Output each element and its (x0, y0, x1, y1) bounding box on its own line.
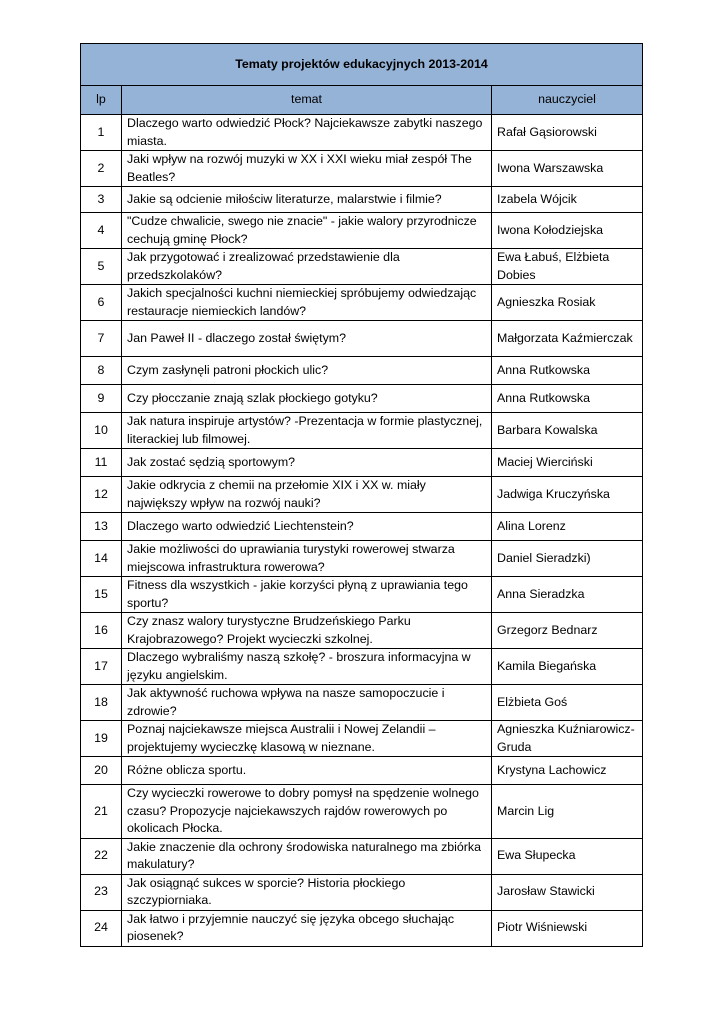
cell-nauczyciel: Marcin Lig (492, 785, 643, 839)
header-nauczyciel: nauczyciel (492, 86, 643, 115)
cell-temat: Jak łatwo i przyjemnie nauczyć się języka obcego słuchając piosenek? (122, 910, 492, 946)
cell-lp: 23 (81, 874, 122, 910)
cell-temat: Jakich specjalności kuchni niemieckiej spróbujemy odwiedzając restauracje niemieckich landów? (122, 285, 492, 321)
projects-table (80, 43, 643, 947)
table-row (81, 357, 643, 385)
table-row (81, 385, 643, 413)
header-lp: lp (81, 86, 122, 115)
cell-lp: 12 (81, 477, 122, 513)
cell-nauczyciel: Alina Lorenz (492, 513, 643, 541)
cell-nauczyciel: Ewa Łabuś, Elżbieta Dobies (492, 249, 643, 285)
cell-temat: Jakie odkrycia z chemii na przełomie XIX i XX w. miały największy wpływ na rozwój nauki? (122, 477, 492, 513)
cell-temat: Dlaczego warto odwiedzić Płock? Najciekawsze zabytki naszego miasta. (122, 115, 492, 151)
cell-lp: 11 (81, 449, 122, 477)
table-row (81, 213, 643, 249)
cell-temat: Jakie są odcienie miłościw literaturze, malarstwie i filmie? (122, 187, 492, 213)
cell-lp: 5 (81, 249, 122, 285)
header-temat: temat (122, 86, 492, 115)
table-row (81, 613, 643, 649)
cell-nauczyciel: Daniel Sieradzki) (492, 541, 643, 577)
cell-temat: Jak zostać sędzią sportowym? (122, 449, 492, 477)
cell-lp: 4 (81, 213, 122, 249)
table-row (81, 187, 643, 213)
table-row (81, 115, 643, 151)
table-row (81, 477, 643, 513)
cell-nauczyciel: Grzegorz Bednarz (492, 613, 643, 649)
cell-lp: 20 (81, 757, 122, 785)
table-row (81, 838, 643, 874)
cell-temat: Jan Paweł II - dlaczego został świętym? (122, 321, 492, 357)
cell-lp: 24 (81, 910, 122, 946)
cell-lp: 14 (81, 541, 122, 577)
cell-temat: Jakie znaczenie dla ochrony środowiska naturalnego ma zbiórka makulatury? (122, 838, 492, 874)
cell-temat: Dlaczego wybraliśmy naszą szkołę? - broszura informacyjna w języku angielskim. (122, 649, 492, 685)
table-row (81, 151, 643, 187)
table-row (81, 321, 643, 357)
cell-nauczyciel: Ewa Słupecka (492, 838, 643, 874)
table-row (81, 249, 643, 285)
cell-lp: 16 (81, 613, 122, 649)
cell-lp: 22 (81, 838, 122, 874)
cell-nauczyciel: Izabela Wójcik (492, 187, 643, 213)
cell-temat: Czy płocczanie znają szlak płockiego gotyku? (122, 385, 492, 413)
cell-lp: 19 (81, 721, 122, 757)
cell-nauczyciel: Małgorzata Kaźmierczak (492, 321, 643, 357)
cell-temat: Jak osiągnąć sukces w sporcie? Historia płockiego szczypiorniaka. (122, 874, 492, 910)
cell-lp: 6 (81, 285, 122, 321)
cell-nauczyciel: Piotr Wiśniewski (492, 910, 643, 946)
cell-nauczyciel: Kamila Biegańska (492, 649, 643, 685)
cell-nauczyciel: Agnieszka Rosiak (492, 285, 643, 321)
cell-temat: Jak natura inspiruje artystów? -Prezentacja w formie plastycznej, literackiej lub filmowej. (122, 413, 492, 449)
cell-nauczyciel: Anna Rutkowska (492, 385, 643, 413)
cell-lp: 21 (81, 785, 122, 839)
cell-nauczyciel: Iwona Warszawska (492, 151, 643, 187)
header-row (81, 86, 643, 115)
table-row (81, 874, 643, 910)
cell-lp: 17 (81, 649, 122, 685)
cell-lp: 15 (81, 577, 122, 613)
table-row (81, 685, 643, 721)
cell-nauczyciel: Krystyna Lachowicz (492, 757, 643, 785)
cell-temat: Jakie możliwości do uprawiania turystyki rowerowej stwarza miejscowa infrastruktura rowerowa? (122, 541, 492, 577)
table-row (81, 513, 643, 541)
cell-temat: Poznaj najciekawsze miejsca Australii i Nowej Zelandii – projektujemy wycieczkę klasową w nieznane. (122, 721, 492, 757)
cell-nauczyciel: Anna Rutkowska (492, 357, 643, 385)
cell-nauczyciel: Anna Sieradzka (492, 577, 643, 613)
cell-temat: Czy znasz walory turystyczne Brudzeńskiego Parku Krajobrazowego? Projekt wycieczki szkolnej. (122, 613, 492, 649)
title-row (81, 44, 643, 86)
cell-temat: Jak przygotować i zrealizować przedstawienie dla przedszkolaków? (122, 249, 492, 285)
table-title: Tematy projektów edukacyjnych 2013-2014 (235, 56, 488, 71)
table-row (81, 541, 643, 577)
table-row (81, 649, 643, 685)
cell-lp: 18 (81, 685, 122, 721)
cell-nauczyciel: Agnieszka Kuźniarowicz-Gruda (492, 721, 643, 757)
cell-nauczyciel: Maciej Wierciński (492, 449, 643, 477)
cell-nauczyciel: Elżbieta Goś (492, 685, 643, 721)
cell-temat: Różne oblicza sportu. (122, 757, 492, 785)
table-row (81, 413, 643, 449)
cell-lp: 3 (81, 187, 122, 213)
table-row (81, 757, 643, 785)
cell-lp: 10 (81, 413, 122, 449)
cell-temat: Fitness dla wszystkich - jakie korzyści płyną z uprawiania tego sportu? (122, 577, 492, 613)
table-row (81, 449, 643, 477)
cell-lp: 2 (81, 151, 122, 187)
cell-nauczyciel: Rafał Gąsiorowski (492, 115, 643, 151)
cell-lp: 8 (81, 357, 122, 385)
table-row (81, 577, 643, 613)
cell-nauczyciel: Barbara Kowalska (492, 413, 643, 449)
cell-temat: Czym zasłynęli patroni płockich ulic? (122, 357, 492, 385)
cell-lp: 7 (81, 321, 122, 357)
cell-temat: Jaki wpływ na rozwój muzyki w XX i XXI wieku miał zespół The Beatles? (122, 151, 492, 187)
cell-nauczyciel: Jarosław Stawicki (492, 874, 643, 910)
table-row (81, 785, 643, 839)
table-row (81, 285, 643, 321)
table-row (81, 910, 643, 946)
cell-temat: "Cudze chwalicie, swego nie znacie" - jakie walory przyrodnicze cechują gminę Płock? (122, 213, 492, 249)
cell-lp: 13 (81, 513, 122, 541)
cell-temat: Jak aktywność ruchowa wpływa na nasze samopoczucie i zdrowie? (122, 685, 492, 721)
cell-lp: 1 (81, 115, 122, 151)
cell-temat: Czy wycieczki rowerowe to dobry pomysł na spędzenie wolnego czasu? Propozycje najciekawszych rajdów rowerowych po okolicach Płocka. (122, 785, 492, 839)
table-title-cell (81, 44, 643, 86)
table-row (81, 721, 643, 757)
cell-nauczyciel: Iwona Kołodziejska (492, 213, 643, 249)
cell-lp: 9 (81, 385, 122, 413)
cell-nauczyciel: Jadwiga Kruczyńska (492, 477, 643, 513)
cell-temat: Dlaczego warto odwiedzić Liechtenstein? (122, 513, 492, 541)
